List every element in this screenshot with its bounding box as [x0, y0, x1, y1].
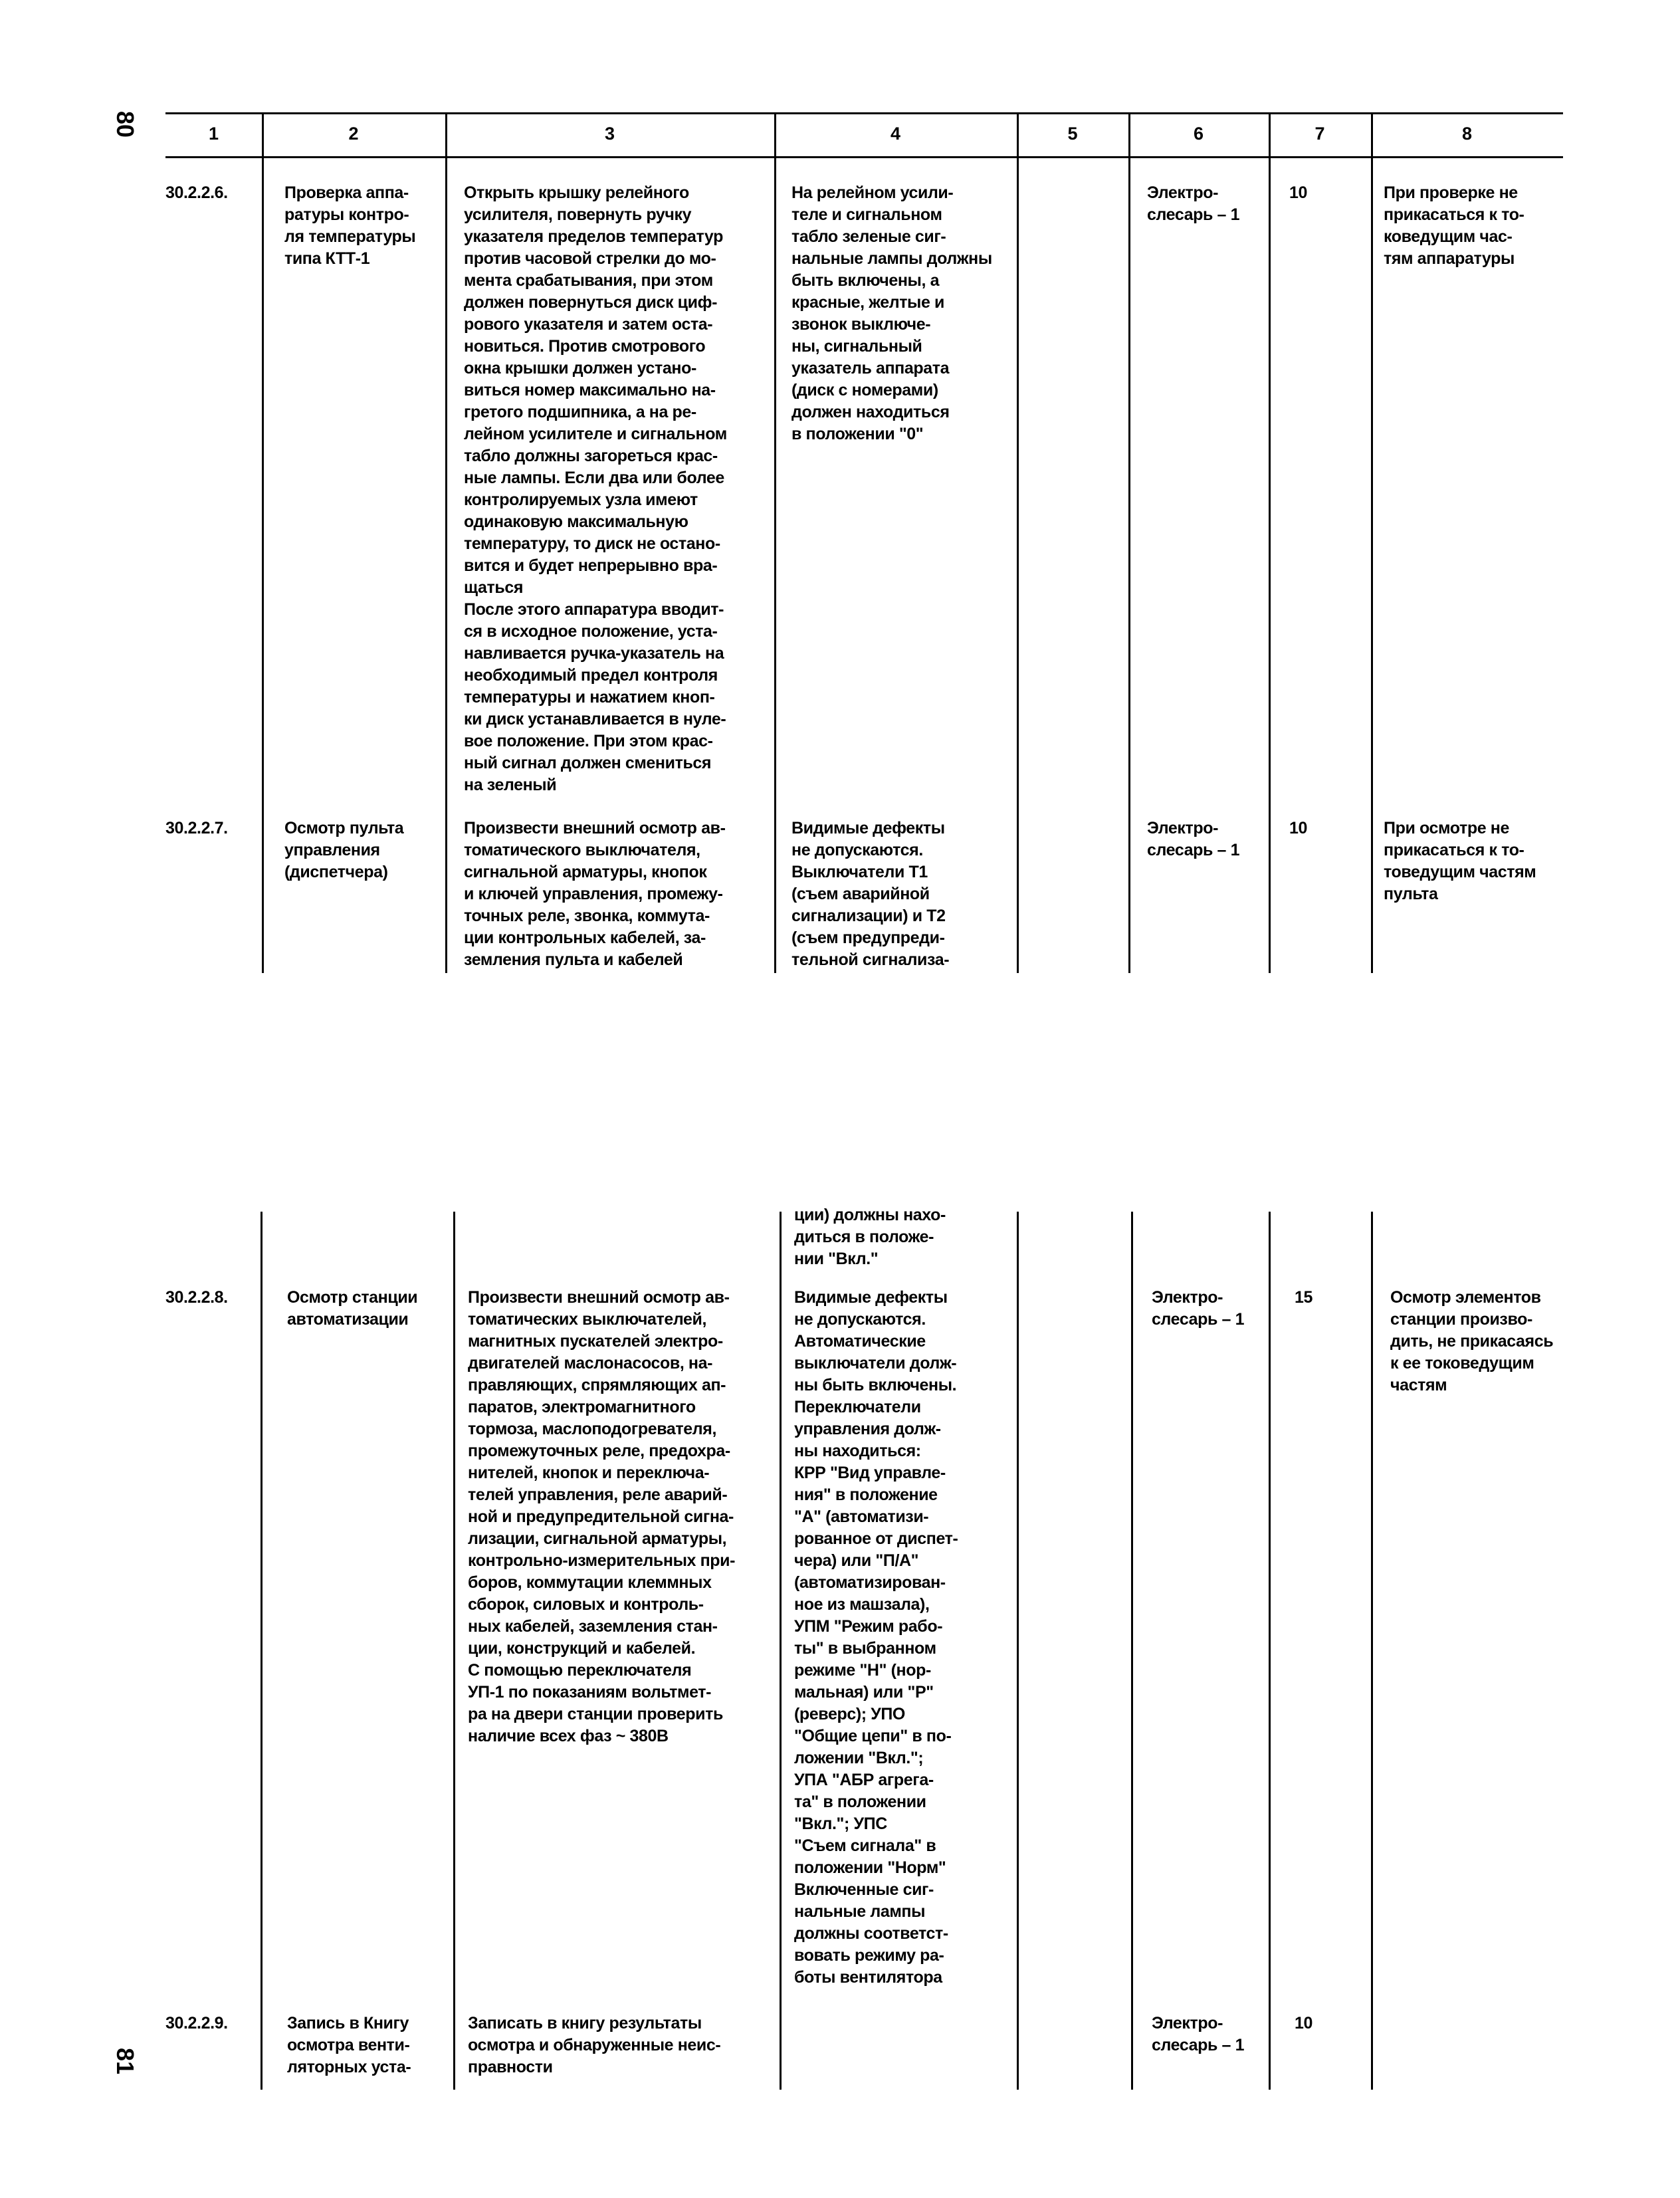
operation-action: Произвести внешний осмотр ав- томатического выключателя, сигнальной арматуры, кнопок и ключей управления, промежу- точных реле, звонка, коммута- ции контрольных кабелей, за- земления пульта и кабелей: [464, 819, 726, 969]
operation-requirement: Видимые дефекты не допускаются. Автоматические выключатели долж- ны быть включены. Переключатели управления долж- ны находиться: КРР "Вид управле- ния" в положение "А" (автоматизи- рованное от диспет- чера) или "П/А" (автоматизирован- ное из машзала), УПМ "Режим рабо- ты" в выбранном режиме "Н" (нор- мальная) или "Р" (реверс); УПО "Общие цепи" в по- ложении "Вкл."; УПА "АБР агрега- та" в положении "Вкл."; УПС "Съем сигнала" в положении "Норм" Включенные сиг- нальные лампы должны соответст- вовать режиму ра- боты вентилятора: [794, 1288, 958, 1987]
operation-action: Записать в книгу результаты осмотра и обнаруженные неис- правности: [468, 2014, 721, 2076]
note: Осмотр элементов станции произво- дить, не прикасаясь к ее токоведущим частям: [1390, 1288, 1554, 1394]
page-number-top: 80: [112, 110, 140, 138]
column-header-2: 2: [348, 124, 359, 144]
column-divider: [1017, 112, 1019, 973]
column-header-8: 8: [1461, 124, 1473, 144]
row-number: 30.2.2.6.: [165, 183, 228, 202]
column-divider: [1269, 112, 1271, 973]
worker: Электро- слесарь – 1: [1147, 183, 1240, 224]
row-number: 30.2.2.8.: [165, 1288, 228, 1307]
operation-requirement: Видимые дефекты не допускаются. Выключатели Т1 (съем аварийной сигнализации) и Т2 (съем предупреди- тельной сигнализа-: [791, 819, 950, 969]
column-header-6: 6: [1193, 124, 1204, 144]
note: При проверке не прикасаться к то- коведущим час- тям аппаратуры: [1384, 183, 1524, 268]
operation-name: Запись в Книгу осмотра венти- ляторных уста-: [287, 2014, 411, 2076]
operation-name: Осмотр станции автоматизации: [287, 1288, 418, 1329]
table-top-border: [165, 112, 1563, 114]
column-header-1: 1: [208, 124, 219, 144]
time: 10: [1289, 819, 1308, 837]
column-header-5: 5: [1067, 124, 1078, 144]
operation-action: Произвести внешний осмотр ав- томатических выключателей, магнитных пускателей электро- двигателей маслонасосов, на- правляющих, спрямляющих ап- паратов, электромагнитного тормоза, маслоподогревателя, промежуточных реле, предохра- нителей, кнопок и переключа- телей управления, реле аварий- ной и предупредительной сигна- лизации, сигнальной арматуры, контрольно-измерительных при- боров, коммутации клеммных сборок, силовых и контроль- ных кабелей, заземления стан- ции, конструкций и кабелей. С помощью переключателя УП-1 по показаниям вольтмет- ра на двери станции проверить наличие всех фаз ~ 380В: [468, 1288, 736, 1745]
row-number: 30.2.2.9.: [165, 2014, 228, 2033]
column-divider: [780, 1212, 782, 2090]
operation-requirement: На релейном усили- теле и сигнальном табло зеленые сиг- нальные лампы должны быть включены, а красные, желтые и звонок выключе- ны, сигнальный указатель аппарата (диск с номерами) должен находиться в положении "0": [791, 183, 992, 443]
column-header-4: 4: [890, 124, 901, 144]
column-divider: [1371, 1212, 1373, 2090]
column-divider: [1017, 1212, 1019, 2090]
operation-requirement-continued: ции) должны нахо- диться в положе- нии "Вкл.": [794, 1206, 946, 1268]
header-bottom-border: [165, 156, 1563, 158]
column-divider: [1128, 112, 1130, 973]
worker: Электро- слесарь – 1: [1152, 2014, 1245, 2054]
time: 15: [1295, 1288, 1313, 1307]
column-divider: [261, 1212, 262, 2090]
column-divider: [1371, 112, 1373, 973]
column-divider: [1269, 1212, 1271, 2090]
time: 10: [1295, 2014, 1313, 2033]
column-divider: [262, 112, 264, 973]
column-divider: [453, 1212, 455, 2090]
operation-name: Осмотр пульта управления (диспетчера): [284, 819, 404, 881]
page-number-bottom: 81: [112, 2047, 140, 2075]
row-number: 30.2.2.7.: [165, 819, 228, 837]
operation-action: Открыть крышку релейного усилителя, повернуть ручку указателя пределов температур против часовой стрелки до мо- мента срабатывания, при этом должен повернуться диск циф- рового указателя и затем оста- новиться. Против смотрового окна крышки должен устано- виться номер максимально на- гретого подшипника, а на ре- лейном усилителе и сигнальном табло должны загореться крас- ные лампы. Если два или более контролируемых узла имеют одинаковую максимальную температуру, то диск не остано- вится и будет непрерывно вра- щаться После этого аппаратура вводит- ся в исходное положение, уста- навливается ручка-указатель на необходимый предел контроля температуры и нажатием кноп- ки диск устанавливается в нуле- вое положение. При этом крас- ный сигнал должен смениться на зеленый: [464, 183, 727, 794]
time: 10: [1289, 183, 1308, 202]
note: При осмотре не прикасаться к то- товедущим частям пульта: [1384, 819, 1536, 903]
column-header-3: 3: [604, 124, 615, 144]
worker: Электро- слесарь – 1: [1147, 819, 1240, 859]
column-divider: [445, 112, 447, 973]
column-divider: [774, 112, 776, 973]
column-header-7: 7: [1314, 124, 1325, 144]
column-divider: [1131, 1212, 1133, 2090]
operation-name: Проверка аппа- ратуры контро- ля температуры типа КТТ-1: [284, 183, 416, 268]
worker: Электро- слесарь – 1: [1152, 1288, 1245, 1329]
